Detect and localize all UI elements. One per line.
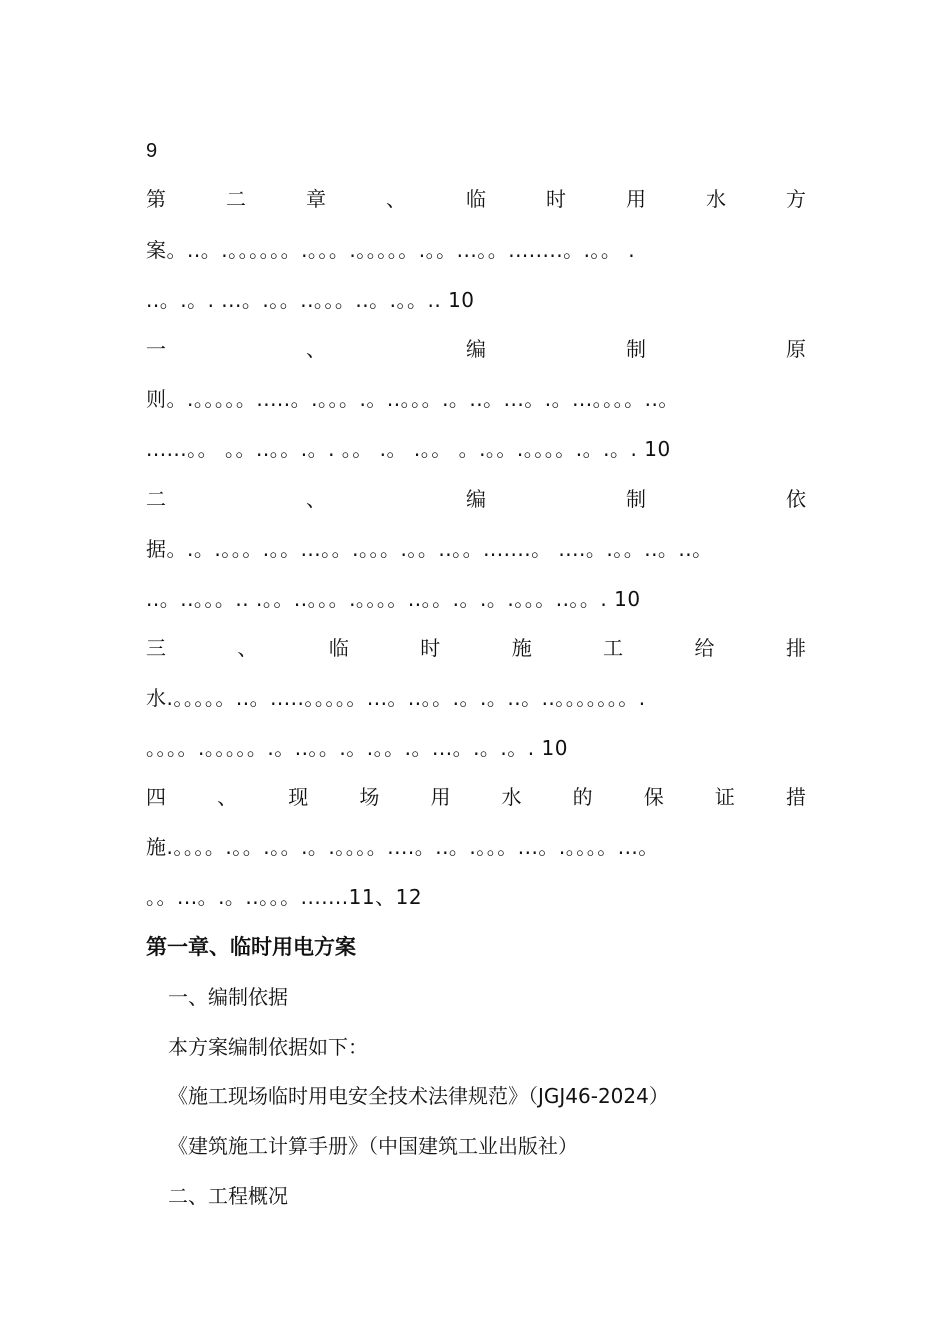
toc-char: 给 [694, 636, 715, 660]
toc-char: 措 [785, 785, 806, 809]
toc-char: 时 [420, 636, 441, 660]
toc-char: 的 [572, 785, 593, 809]
toc-char: 水 [501, 785, 522, 809]
toc-char: 一 [146, 337, 166, 361]
toc-char: 章 [306, 187, 326, 211]
toc-char: 原 [786, 337, 806, 361]
toc-entry-item3-page: 。。。。.。。。。。.。..。。.。.。。.。...。.。.。. 10 [146, 736, 568, 760]
toc-entry-item3-leader: 水.。。。。。..。.....。。。。。...。..。。.。.。..。..。。。。。。。. [146, 686, 646, 710]
toc-entry-chapter2-title[interactable] [146, 186, 806, 212]
toc-entry-chapter2-page: ..。.。. ...。.。。..。。。..。.。。.. 10 [146, 288, 475, 312]
toc-char: 保 [643, 785, 664, 809]
toc-entry-item4-title[interactable] [146, 784, 806, 810]
section1-title: 一、编制依据 [168, 985, 288, 1009]
toc-char: 临 [328, 636, 349, 660]
toc-entry-chapter2-leader: 案。..。.。。。。。。.。。。.。。。。。.。。...。。........。.。。 . [146, 238, 636, 262]
toc-char: 时 [546, 187, 566, 211]
toc-entry-item4-page: 。。...。.。..。。。.......11、12 [146, 885, 423, 909]
toc-char: 三 [146, 636, 166, 660]
toc-char: 临 [466, 187, 486, 211]
toc-char: 、 [386, 187, 406, 211]
toc-char: 方 [786, 187, 806, 211]
reference-item-2: 《建筑施工计算手册》（中国建筑工业出版社） [168, 1134, 578, 1158]
toc-char: 制 [626, 487, 646, 511]
toc-entry-item1-title[interactable] [146, 336, 806, 362]
toc-char: 排 [785, 636, 806, 660]
toc-char: 用 [626, 187, 646, 211]
toc-char: 、 [217, 785, 238, 809]
toc-char: 、 [306, 337, 326, 361]
toc-char: 依 [786, 487, 806, 511]
reference-item-1: 《施工现场临时用电安全技术法律规范》（JGJ46-2024） [168, 1084, 669, 1108]
toc-char: 、 [237, 636, 258, 660]
toc-entry-item3-title[interactable] [146, 635, 806, 661]
toc-char: 水 [706, 187, 726, 211]
toc-char: 现 [288, 785, 309, 809]
toc-char: 用 [430, 785, 451, 809]
toc-char: 编 [466, 337, 486, 361]
chapter1-title: 第一章、临时用电方案 [146, 935, 356, 959]
toc-char: 二 [146, 487, 166, 511]
section2-title: 二、工程概况 [168, 1184, 288, 1208]
toc-entry-item4-leader: 施.。。。。.。。.。。.。.。。。。....。..。.。。。...。.。。。。...。 [146, 835, 659, 859]
toc-char: 证 [714, 785, 735, 809]
toc-char: 二 [226, 187, 246, 211]
toc-char: 场 [359, 785, 380, 809]
toc-entry-item1-leader: 则。.。。。。。.....。.。。。.。..。。。.。..。...。.。...。。。。..。 [146, 387, 679, 411]
toc-entry-item2-page: ..。..。。。.. .。。..。。。.。。。。..。。.。.。.。。。..。。. 10 [146, 587, 641, 611]
basis-intro-paragraph: 本方案编制依据如下： [168, 1035, 368, 1059]
toc-entry-item2-title[interactable] [146, 486, 806, 512]
toc-char: 制 [626, 337, 646, 361]
toc-char: 四 [146, 785, 166, 809]
toc-char: 工 [603, 636, 624, 660]
toc-char: 编 [466, 487, 486, 511]
toc-char: 第 [146, 187, 166, 211]
toc-entry-item2-leader: 据。.。.。。。.。。...。。.。。。.。。..。。.......。 ....。.。。..。..。 [146, 537, 713, 561]
toc-page-number: 9 [146, 140, 158, 162]
toc-char: 、 [306, 487, 326, 511]
toc-char: 施 [511, 636, 532, 660]
toc-entry-item1-page: ......。。 。。..。。.。. 。。 .。 .。。 。.。。.。。。。.。.。. 10 [146, 437, 671, 461]
